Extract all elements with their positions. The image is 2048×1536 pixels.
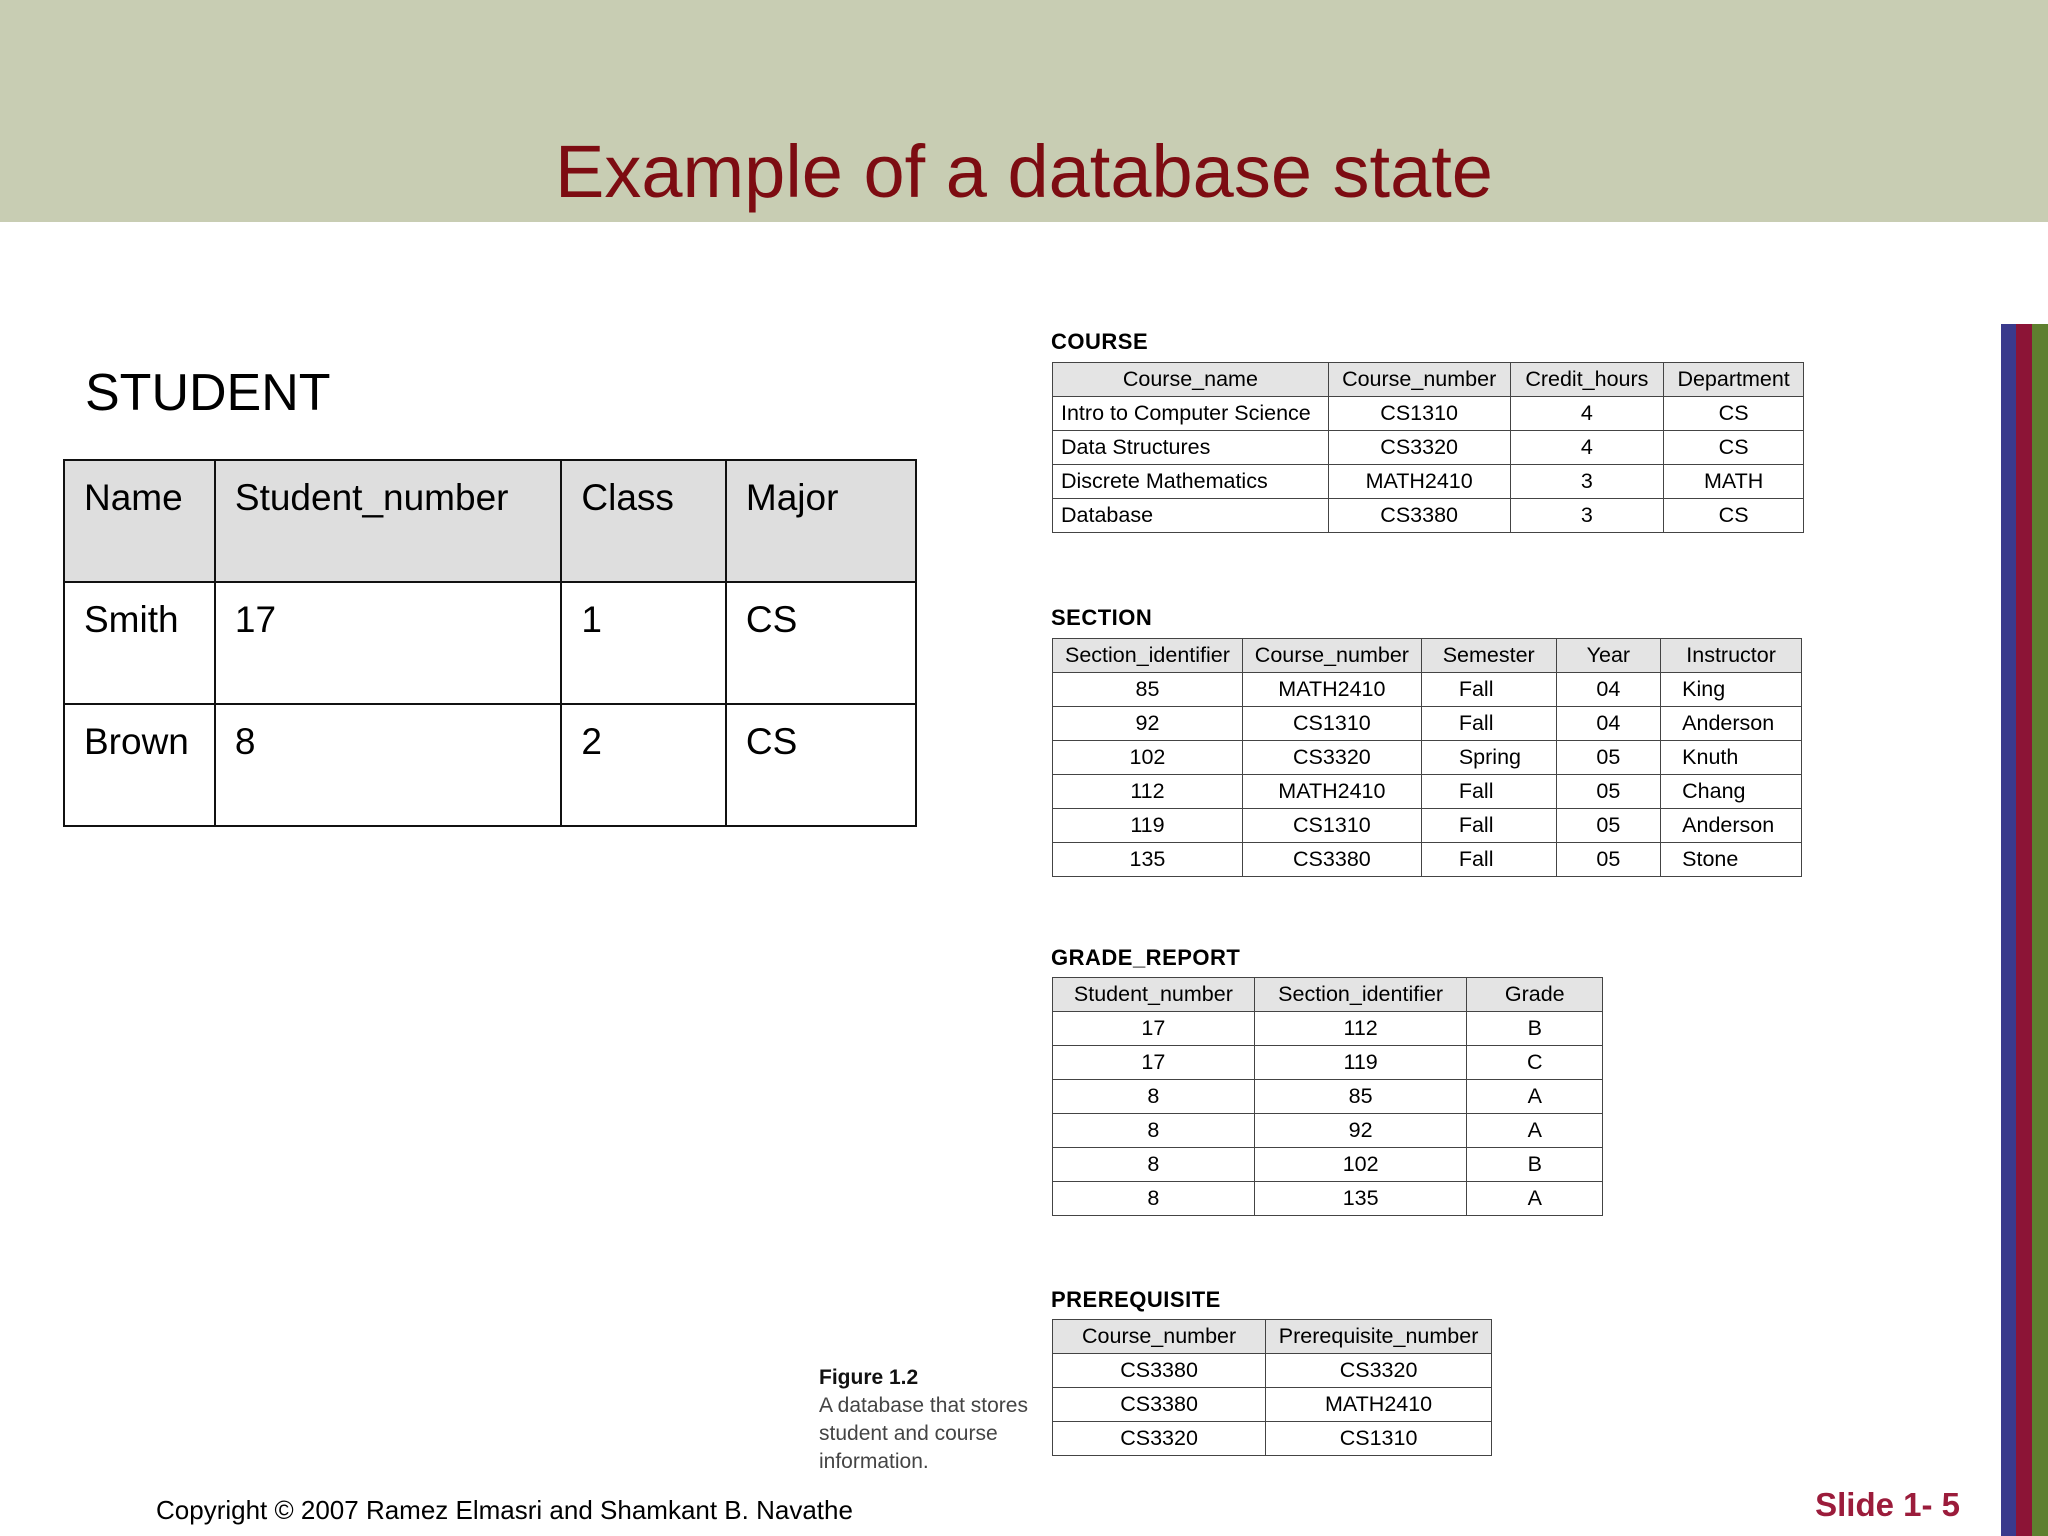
- table-cell: 112: [1254, 1012, 1467, 1046]
- table-cell: CS1310: [1242, 707, 1421, 741]
- table-cell: A: [1467, 1114, 1603, 1148]
- column-header: Prerequisite_number: [1266, 1320, 1492, 1354]
- table-cell: Brown: [64, 704, 215, 826]
- table-cell: 3: [1510, 465, 1664, 499]
- prerequisite-table-label: PREREQUISITE: [1051, 1287, 1221, 1312]
- section-table: [1052, 638, 1802, 877]
- table-row: [1053, 1148, 1603, 1182]
- table-cell: B: [1467, 1012, 1603, 1046]
- table-cell: Smith: [64, 582, 215, 704]
- table-cell: 17: [215, 582, 561, 704]
- table-cell: 05: [1556, 775, 1661, 809]
- figure-caption: [819, 1364, 1039, 1476]
- table-cell: 05: [1556, 809, 1661, 843]
- table-cell: 135: [1254, 1182, 1467, 1216]
- table-cell: MATH2410: [1242, 775, 1421, 809]
- table-cell: 8: [215, 704, 561, 826]
- slide-number: Slide 1- 5: [1815, 1486, 1960, 1523]
- column-header: Course_number: [1328, 363, 1510, 397]
- table-cell: 04: [1556, 673, 1661, 707]
- slide-title: Example of a database state: [555, 130, 1493, 213]
- table-cell: 8: [1053, 1080, 1255, 1114]
- table-row: [1053, 431, 1804, 465]
- student-table: [63, 459, 917, 827]
- table-cell: Anderson: [1661, 809, 1802, 843]
- table-cell: 85: [1053, 673, 1243, 707]
- column-header: Course_number: [1053, 1320, 1266, 1354]
- table-row: [1053, 397, 1804, 431]
- table-header-row: [1053, 363, 1804, 397]
- table-row: [1053, 673, 1802, 707]
- table-cell: CS3380: [1328, 499, 1510, 533]
- column-header: Student_number: [1053, 978, 1255, 1012]
- copyright-footer: Copyright © 2007 Ramez Elmasri and Shamkant B. Navathe: [156, 1495, 853, 1525]
- table-cell: CS: [1664, 499, 1804, 533]
- table-row: [1053, 1182, 1603, 1216]
- table-row: [1053, 775, 1802, 809]
- table-cell: Intro to Computer Science: [1053, 397, 1329, 431]
- table-cell: Knuth: [1661, 741, 1802, 775]
- table-cell: A: [1467, 1182, 1603, 1216]
- table-cell: CS: [1664, 431, 1804, 465]
- figure-caption-text: A database that stores student and course information.: [819, 1394, 1028, 1473]
- table-row: [1053, 1354, 1492, 1388]
- table-cell: 05: [1556, 741, 1661, 775]
- table-cell: 8: [1053, 1114, 1255, 1148]
- table-cell: 1: [561, 582, 726, 704]
- table-cell: B: [1467, 1148, 1603, 1182]
- column-header: Class: [561, 460, 726, 582]
- table-cell: 135: [1053, 843, 1243, 877]
- table-cell: 92: [1254, 1114, 1467, 1148]
- table-cell: CS: [1664, 397, 1804, 431]
- table-cell: CS3380: [1053, 1388, 1266, 1422]
- table-header-row: [1053, 1320, 1492, 1354]
- table-cell: 102: [1053, 741, 1243, 775]
- table-cell: MATH2410: [1242, 673, 1421, 707]
- table-row: [1053, 1422, 1492, 1456]
- column-header: Year: [1556, 639, 1661, 673]
- stripe-red: [2016, 324, 2032, 1536]
- stripe-blue: [2001, 324, 2016, 1536]
- column-header: Course_number: [1242, 639, 1421, 673]
- table-row: [1053, 741, 1802, 775]
- stripe-green: [2032, 324, 2048, 1536]
- table-cell: Spring: [1421, 741, 1556, 775]
- section-table-label: SECTION: [1051, 605, 1153, 630]
- table-cell: Database: [1053, 499, 1329, 533]
- table-cell: 92: [1053, 707, 1243, 741]
- table-cell: A: [1467, 1080, 1603, 1114]
- column-header: Student_number: [215, 460, 561, 582]
- table-cell: 17: [1053, 1012, 1255, 1046]
- table-cell: MATH: [1664, 465, 1804, 499]
- grade-report-table-label: GRADE_REPORT: [1051, 945, 1241, 970]
- column-header: Major: [726, 460, 916, 582]
- column-header: Instructor: [1661, 639, 1802, 673]
- table-cell: CS1310: [1266, 1422, 1492, 1456]
- table-cell: 04: [1556, 707, 1661, 741]
- table-cell: 4: [1510, 397, 1664, 431]
- table-row: [1053, 1012, 1603, 1046]
- table-cell: Data Structures: [1053, 431, 1329, 465]
- table-row: [1053, 843, 1802, 877]
- table-cell: CS3320: [1266, 1354, 1492, 1388]
- column-header: Grade: [1467, 978, 1603, 1012]
- table-row: [1053, 465, 1804, 499]
- table-cell: 8: [1053, 1182, 1255, 1216]
- table-cell: C: [1467, 1046, 1603, 1080]
- table-cell: CS3320: [1242, 741, 1421, 775]
- table-cell: Fall: [1421, 707, 1556, 741]
- table-cell: CS1310: [1242, 809, 1421, 843]
- table-cell: CS3380: [1053, 1354, 1266, 1388]
- table-cell: 05: [1556, 843, 1661, 877]
- table-header-row: [1053, 639, 1802, 673]
- figure-title: Figure 1.2: [819, 1366, 919, 1389]
- table-row: [1053, 1046, 1603, 1080]
- table-header-row: [1053, 978, 1603, 1012]
- table-cell: Discrete Mathematics: [1053, 465, 1329, 499]
- table-row: [64, 582, 916, 704]
- table-cell: MATH2410: [1328, 465, 1510, 499]
- table-row: [64, 704, 916, 826]
- table-row: [1053, 1388, 1492, 1422]
- table-cell: Stone: [1661, 843, 1802, 877]
- table-cell: 8: [1053, 1148, 1255, 1182]
- table-cell: 3: [1510, 499, 1664, 533]
- table-cell: Fall: [1421, 673, 1556, 707]
- table-cell: CS3380: [1242, 843, 1421, 877]
- table-cell: 112: [1053, 775, 1243, 809]
- table-cell: CS1310: [1328, 397, 1510, 431]
- table-cell: Anderson: [1661, 707, 1802, 741]
- grade-report-table: [1052, 977, 1603, 1216]
- table-cell: CS: [726, 704, 916, 826]
- table-row: [1053, 707, 1802, 741]
- table-cell: 17: [1053, 1046, 1255, 1080]
- table-cell: 119: [1053, 809, 1243, 843]
- table-cell: CS: [726, 582, 916, 704]
- table-cell: 2: [561, 704, 726, 826]
- table-row: [1053, 499, 1804, 533]
- column-header: Name: [64, 460, 215, 582]
- table-cell: Chang: [1661, 775, 1802, 809]
- table-row: [1053, 1080, 1603, 1114]
- table-cell: 4: [1510, 431, 1664, 465]
- table-cell: CS3320: [1053, 1422, 1266, 1456]
- column-header: Department: [1664, 363, 1804, 397]
- table-header-row: [64, 460, 916, 582]
- table-row: [1053, 1114, 1603, 1148]
- table-cell: 119: [1254, 1046, 1467, 1080]
- table-cell: 102: [1254, 1148, 1467, 1182]
- table-cell: 85: [1254, 1080, 1467, 1114]
- column-header: Course_name: [1053, 363, 1329, 397]
- table-cell: Fall: [1421, 809, 1556, 843]
- column-header: Section_identifier: [1254, 978, 1467, 1012]
- table-cell: King: [1661, 673, 1802, 707]
- course-table-label: COURSE: [1051, 329, 1149, 354]
- column-header: Semester: [1421, 639, 1556, 673]
- student-table-label: STUDENT: [85, 364, 331, 422]
- table-cell: Fall: [1421, 775, 1556, 809]
- column-header: Credit_hours: [1510, 363, 1664, 397]
- table-cell: CS3320: [1328, 431, 1510, 465]
- course-table: [1052, 362, 1804, 533]
- table-row: [1053, 809, 1802, 843]
- column-header: Section_identifier: [1053, 639, 1243, 673]
- decorative-stripes: [2001, 324, 2048, 1536]
- prerequisite-table: [1052, 1319, 1492, 1456]
- table-cell: Fall: [1421, 843, 1556, 877]
- table-cell: MATH2410: [1266, 1388, 1492, 1422]
